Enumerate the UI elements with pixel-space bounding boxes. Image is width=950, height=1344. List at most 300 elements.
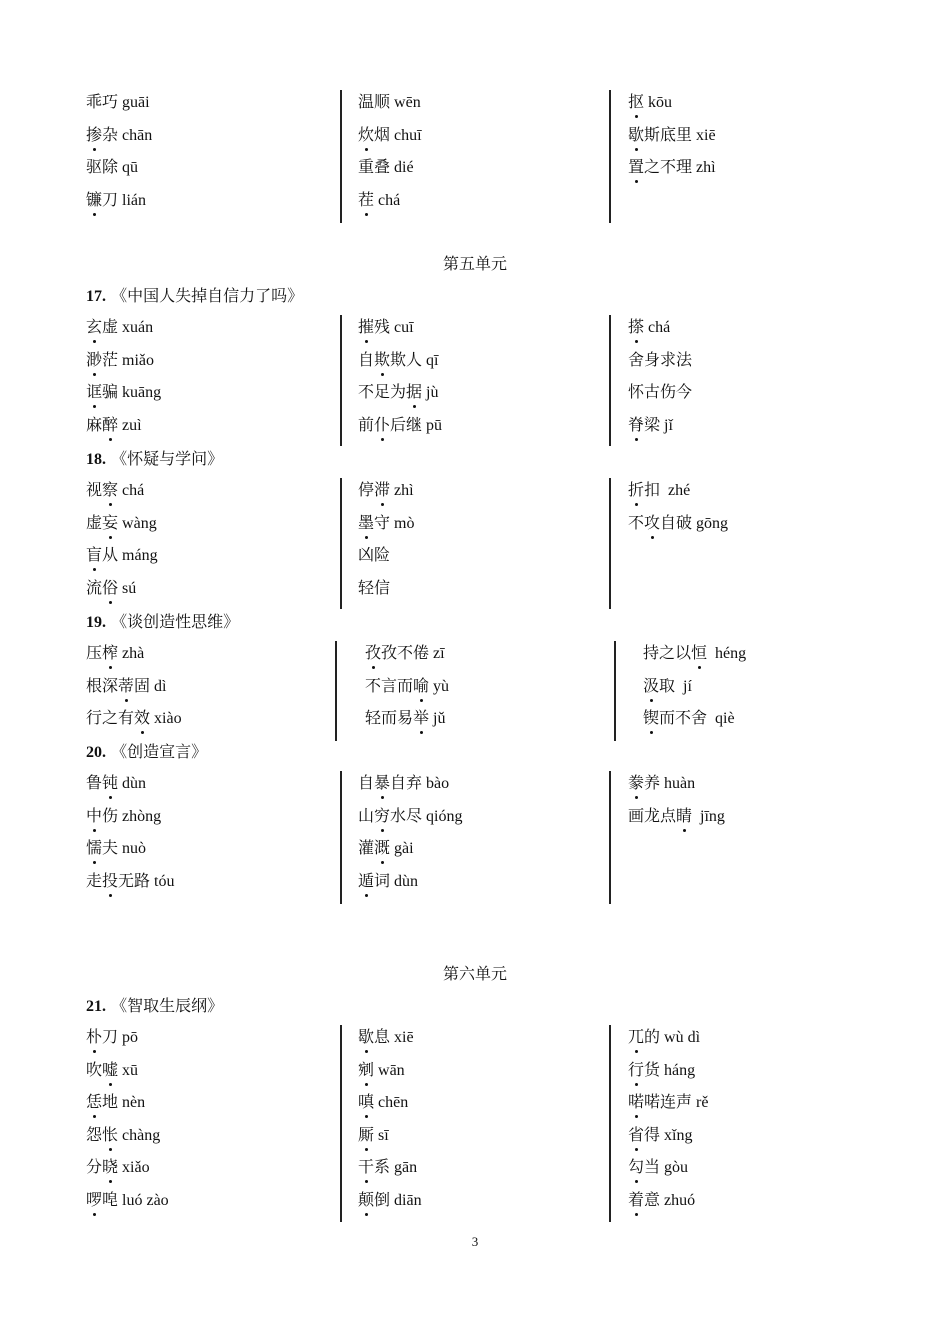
pinyin: chuī [394,126,422,144]
vocab-word: 鲁钝 [86,773,119,792]
emphasis-dot-char: 省 [628,1124,645,1144]
pinyin: sī [378,1126,389,1144]
vocab-entry [86,1157,150,1178]
vocab-entry [643,708,735,729]
vocab-word [358,1125,374,1144]
vocab-word: 孜孜不倦 [365,643,430,662]
vocab-word: 不足为据 [358,382,423,402]
pinyin: zhì [394,482,414,499]
pinyin: cuī [394,319,414,336]
vocab-entry [86,1190,169,1211]
vocab-entry [358,578,390,598]
lesson-title-21 [86,993,223,1016]
emphasis-dot-char: 怅 [102,1124,119,1144]
emphasis-dot-char: 察 [102,480,119,499]
vocab-word: 置之不理 [628,157,693,177]
pinyin: mò [394,514,415,532]
vocab-entry [86,480,144,501]
emphasis-dot-char: 折 [628,480,645,499]
vocab-word: 分晓 [86,1157,119,1177]
emphasis-dot-char: 渺 [86,349,103,369]
vocab-word: 凶险 [358,545,391,565]
emphasis-dot-char: 晓 [102,1157,119,1177]
emphasis-dot-char: 醉 [102,414,119,434]
pinyin: qióng [426,807,463,825]
vocab-entry [86,513,157,534]
vocab-entry [358,1157,417,1178]
unit-title-5: 第五单元 [442,254,507,273]
vocab-word: 啰唣 [86,1190,119,1209]
lesson-name: 《谈创造性思维》 [111,612,240,631]
vocab-word: 歇息 [358,1027,391,1046]
pinyin: wù dì [664,1029,701,1046]
emphasis-dot-char: 效 [134,708,151,728]
pinyin: qiè [711,710,735,728]
vocab-entry [628,415,673,436]
vocab-word: 自暴自弃 [358,773,423,792]
vocab-entry [86,415,142,436]
emphasis-dot-char: 镰 [86,189,103,209]
emphasis-dot-char: 掺 [86,124,103,144]
pinyin: guāi [122,94,150,111]
pinyin: bào [426,775,450,792]
lesson-name: 《中国人失掉自信力了吗》 [111,286,304,305]
emphasis-dot-char: 暴 [374,773,391,792]
pinyin: gòu [664,1159,689,1177]
emphasis-dot-char: 豢 [628,773,645,792]
pinyin: háng [664,1061,696,1079]
pinyin: jǔ [433,710,446,728]
vocab-word: 温顺 [358,92,391,111]
emphasis-dot-char: 俗 [102,577,119,597]
vocab-entry [358,1190,422,1211]
emphasis-dot-char: 茬 [358,189,375,209]
vocab-word: 勾当 [628,1157,661,1177]
emphasis-dot-char: 行 [628,1059,645,1079]
column-divider [335,641,337,741]
lesson-number: 17. [86,288,106,305]
emphasis-dot-char: 炊 [358,124,375,144]
vocab-word: 喏喏连声 [628,1092,693,1112]
vocab-entry [628,1157,688,1178]
vocab-entry [86,806,161,827]
vocab-word: 麻醉 [86,414,119,434]
vocab-entry [358,480,414,501]
vocab-word: 灌溉 [358,838,391,858]
vocab-entry [86,157,138,178]
vocab-word: 颠倒 [358,1190,391,1209]
lesson-title-17 [86,283,303,306]
vocab-word: 炊烟 [358,124,391,144]
vocab-entry [86,838,146,859]
vocab-entry [643,676,692,697]
vocab-entry [643,643,746,664]
vocab-entry [365,676,449,697]
vocab-block-lesson21 [86,1025,876,1222]
emphasis-dot-char: 玄 [86,317,103,336]
vocab-word: 镰刀 [86,189,119,209]
vocab-entry [86,643,144,664]
vocab-entry [358,1027,414,1048]
emphasis-dot-char: 摧 [358,317,375,336]
pinyin: qū [122,159,139,177]
emphasis-dot-char: 嘘 [102,1059,119,1079]
pinyin: zhì [696,159,716,177]
pinyin: dùn [122,775,147,792]
pinyin: xū [122,1061,139,1079]
page-number: 3 [471,1234,479,1249]
pinyin: jù [426,384,439,402]
vocab-word: 根深蒂固 [86,675,151,695]
vocab-word: 不攻自破 [628,512,693,532]
pinyin: zhòng [122,807,162,825]
vocab-word: 前仆后继 [358,414,423,434]
lesson-title-20 [86,739,207,762]
vocab-entry [86,708,182,729]
vocab-entry [86,871,175,892]
emphasis-dot-char: 干 [358,1157,375,1177]
pinyin: xiē [696,126,716,144]
emphasis-dot-char: 懦 [86,838,103,858]
pinyin: wàng [122,514,157,532]
pinyin: tóu [154,872,175,890]
vocab-entry [358,773,449,794]
vocab-entry [86,125,152,146]
vocab-word: 兀的 [628,1027,661,1046]
vocab-word: 驱除 [86,157,119,177]
pinyin: dùn [394,872,419,890]
vocab-entry [86,92,150,113]
vocab-entry [365,643,445,664]
vocab-word: 山穷水尽 [358,805,423,825]
vocab-entry [358,1060,405,1081]
pinyin: xiē [394,1029,414,1046]
emphasis-dot-char: 投 [102,870,119,890]
column-divider [340,1025,342,1222]
pinyin: chá [648,319,671,336]
emphasis-dot-char: 着 [628,1190,645,1209]
vocab-word: 朴刀 [86,1027,119,1046]
vocab-word: 豢养 [628,773,661,792]
vocab-entry [86,317,153,338]
vocab-word: 画龙点睛 [628,805,693,825]
vocab-word: 渺茫 [86,349,119,369]
pinyin: gōng [696,514,729,532]
emphasis-dot-char: 穷 [374,805,391,825]
vocab-entry [628,806,725,827]
vocab-word: 轻而易举 [365,708,430,728]
pinyin: xuán [122,319,154,336]
column-divider [340,771,342,904]
pinyin: xiǎo [122,1159,150,1177]
emphasis-dot-char: 蒂 [118,675,135,695]
lesson-title-19 [86,609,239,632]
emphasis-dot-char: 举 [413,708,430,728]
vocab-block-lesson17 [86,315,876,446]
vocab-entry [358,190,400,211]
unit-title-6: 第六单元 [442,964,507,983]
vocab-entry [86,190,146,211]
vocab-entry [628,382,692,402]
emphasis-dot-char: 颠 [358,1190,375,1209]
pinyin: zhà [122,645,145,662]
vocab-entry [628,1060,695,1081]
lesson-title-18 [86,446,223,469]
emphasis-dot-char: 据 [406,382,423,402]
pinyin: yù [433,677,450,695]
vocab-word: 不言而喻 [365,675,430,695]
vocab-word: 乖巧 [86,92,119,111]
emphasis-dot-char: 诓 [86,382,103,402]
vocab-word: 吹嘘 [86,1059,119,1079]
pinyin: nuò [122,840,147,858]
vocab-entry [628,773,695,794]
emphasis-dot-char: 剜 [358,1059,375,1079]
vocab-word: 省得 [628,1124,661,1144]
vocab-entry [358,1125,389,1146]
vocab-word [628,92,644,111]
pinyin: chān [122,126,153,144]
pinyin: máng [122,547,158,565]
pinyin: rě [696,1094,709,1112]
lesson-number: 21. [86,998,106,1015]
vocab-word: 怀古伤今 [628,382,693,402]
vocab-entry [358,513,414,534]
vocab-entry [358,871,418,892]
vocab-word: 墨守 [358,512,391,532]
vocab-entry [628,480,690,501]
vocab-word: 恁地 [86,1092,119,1112]
pinyin: gài [394,840,414,858]
vocab-word: 持之以恒 [643,643,708,662]
vocab-word: 汲取 [643,675,676,695]
pinyin: xǐng [664,1126,693,1144]
pinyin: sú [122,579,137,597]
emphasis-dot-char: 仆 [374,414,391,434]
vocab-entry [628,1190,695,1211]
column-divider [614,641,616,741]
lesson-name: 《创造宣言》 [111,742,208,761]
pinyin: dié [394,159,414,177]
column-divider [609,771,611,904]
pinyin: pō [122,1029,139,1046]
vocab-word: 视察 [86,480,119,499]
vocab-entry [358,1092,408,1113]
emphasis-dot-char: 遁 [358,870,375,890]
emphasis-dot-char: 恒 [691,643,708,662]
vocab-word: 脊梁 [628,414,661,434]
emphasis-dot-char: 厮 [358,1124,375,1144]
emphasis-dot-char: 攻 [644,512,661,532]
column-divider [340,90,342,223]
vocab-word [358,1092,374,1111]
vocab-block-lesson18 [86,478,876,609]
column-divider [609,478,611,609]
pinyin: chá [378,191,401,209]
emphasis-dot-char: 汲 [643,675,660,695]
pinyin: wān [378,1061,405,1079]
pinyin: miǎo [122,351,155,369]
vocab-word: 盲从 [86,545,119,565]
vocab-word: 锲而不舍 [643,708,708,728]
vocab-entry [86,1060,138,1081]
emphasis-dot-char: 脊 [628,414,645,434]
vocab-entry [358,838,414,859]
vocab-entry [86,1125,160,1146]
vocab-word: 轻信 [358,577,391,597]
lesson-number: 19. [86,614,106,631]
vocab-entry [86,578,136,599]
vocab-entry [86,545,158,566]
vocab-entry [365,708,445,729]
vocab-word: 虚妄 [86,512,119,532]
vocab-block-lesson20 [86,771,876,904]
emphasis-dot-char: 睛 [676,805,693,825]
vocab-word: 舍身求法 [628,349,693,369]
vocab-word: 中伤 [86,805,119,825]
vocab-entry [86,382,161,403]
vocab-entry [358,382,438,403]
vocab-entry [86,773,146,794]
vocab-entry [86,350,154,371]
column-divider [340,478,342,609]
vocab-word: 压榨 [86,643,119,662]
vocab-word: 行之有效 [86,708,151,728]
vocab-entry [358,157,414,178]
pinyin: diān [394,1192,422,1209]
emphasis-dot-char: 孜 [365,643,382,662]
emphasis-dot-char: 抠 [628,92,645,111]
vocab-word: 歇斯底里 [628,124,693,144]
lesson-number: 18. [86,451,106,468]
lesson-number: 20. [86,744,106,761]
pinyin: zhé [664,482,691,499]
emphasis-dot-char: 歇 [628,124,645,144]
vocab-entry [628,1027,700,1048]
vocab-entry [628,125,716,146]
vocab-entry [628,317,670,338]
lesson-name: 《怀疑与学问》 [111,449,224,468]
pinyin: jí [679,677,692,695]
pinyin: jǐ [664,416,673,434]
emphasis-dot-char: 置 [628,157,645,177]
vocab-entry [86,1092,145,1113]
emphasis-dot-char: 滞 [374,480,391,499]
emphasis-dot-char: 妄 [102,512,119,532]
emphasis-dot-char: 歇 [358,1027,375,1046]
vocab-block-intro [86,90,876,223]
vocab-entry [358,317,414,338]
vocab-word: 玄虚 [86,317,119,336]
vocab-word: 流俗 [86,577,119,597]
pinyin: kuāng [122,384,162,402]
vocab-entry [628,1125,692,1146]
emphasis-dot-char: 勾 [628,1157,645,1177]
vocab-word: 重叠 [358,157,391,177]
vocab-word: 自欺欺人 [358,349,423,369]
lesson-name: 《智取生辰纲》 [111,996,224,1015]
vocab-entry [628,157,716,178]
vocab-word: 掺杂 [86,124,119,144]
pinyin: gān [394,1159,418,1177]
vocab-word: 折扣 [628,480,661,499]
vocab-word [628,317,644,336]
pinyin: lián [122,191,147,209]
emphasis-dot-char: 欺 [374,349,391,369]
pinyin: dì [154,677,167,695]
pinyin: pū [426,416,443,434]
pinyin: kōu [648,94,673,111]
pinyin: zuì [122,416,142,434]
vocab-word [358,1060,374,1079]
vocab-entry [628,1092,708,1113]
pinyin: xiào [154,710,182,728]
column-divider [609,90,611,223]
emphasis-dot-char: 墨 [358,512,375,532]
vocab-entry [86,1027,138,1048]
column-divider [609,1025,611,1222]
vocab-block-lesson19 [86,641,876,741]
emphasis-dot-char: 兀 [628,1027,645,1046]
vocab-entry [358,92,421,113]
vocab-entry [358,415,442,436]
vocab-word: 诓骗 [86,382,119,402]
vocab-word: 走投无路 [86,870,151,890]
pinyin: chēn [378,1094,409,1112]
emphasis-dot-char: 锲 [643,708,660,728]
pinyin: qī [426,351,439,369]
pinyin: nèn [122,1094,146,1112]
vocab-entry [86,676,167,697]
column-divider [340,315,342,446]
pinyin: wēn [394,94,421,111]
emphasis-dot-char: 溉 [374,838,391,858]
emphasis-dot-char: 嗔 [358,1092,375,1112]
emphasis-dot-char: 朴 [86,1027,103,1046]
vocab-word: 停滞 [358,480,391,499]
vocab-entry [628,513,728,534]
vocab-word: 怨怅 [86,1124,119,1144]
vocab-entry [358,350,439,371]
vocab-word: 行货 [628,1059,661,1079]
vocab-word: 摧残 [358,317,391,336]
pinyin: jīng [696,807,725,825]
pinyin: luó zào [122,1192,169,1209]
vocab-word: 懦夫 [86,838,119,858]
emphasis-dot-char: 中 [86,805,103,825]
pinyin: zhuó [664,1192,696,1209]
vocab-entry [628,350,692,370]
pinyin: chá [122,482,145,499]
pinyin: chàng [122,1126,161,1144]
emphasis-dot-char: 盲 [86,545,103,565]
vocab-entry [628,92,672,113]
emphasis-dot-char: 钝 [102,773,119,792]
emphasis-dot-char: 恁 [86,1092,103,1112]
emphasis-dot-char: 啰 [86,1190,103,1209]
column-divider [609,315,611,446]
emphasis-dot-char: 喏 [628,1092,645,1112]
vocab-word: 着意 [628,1190,661,1209]
pinyin: héng [711,645,747,662]
vocab-entry [358,125,422,146]
vocab-entry [358,545,390,565]
vocab-word: 遁词 [358,870,391,890]
vocab-word [358,190,374,209]
emphasis-dot-char: 搽 [628,317,645,336]
emphasis-dot-char: 榨 [102,643,119,662]
vocab-entry [358,806,463,827]
